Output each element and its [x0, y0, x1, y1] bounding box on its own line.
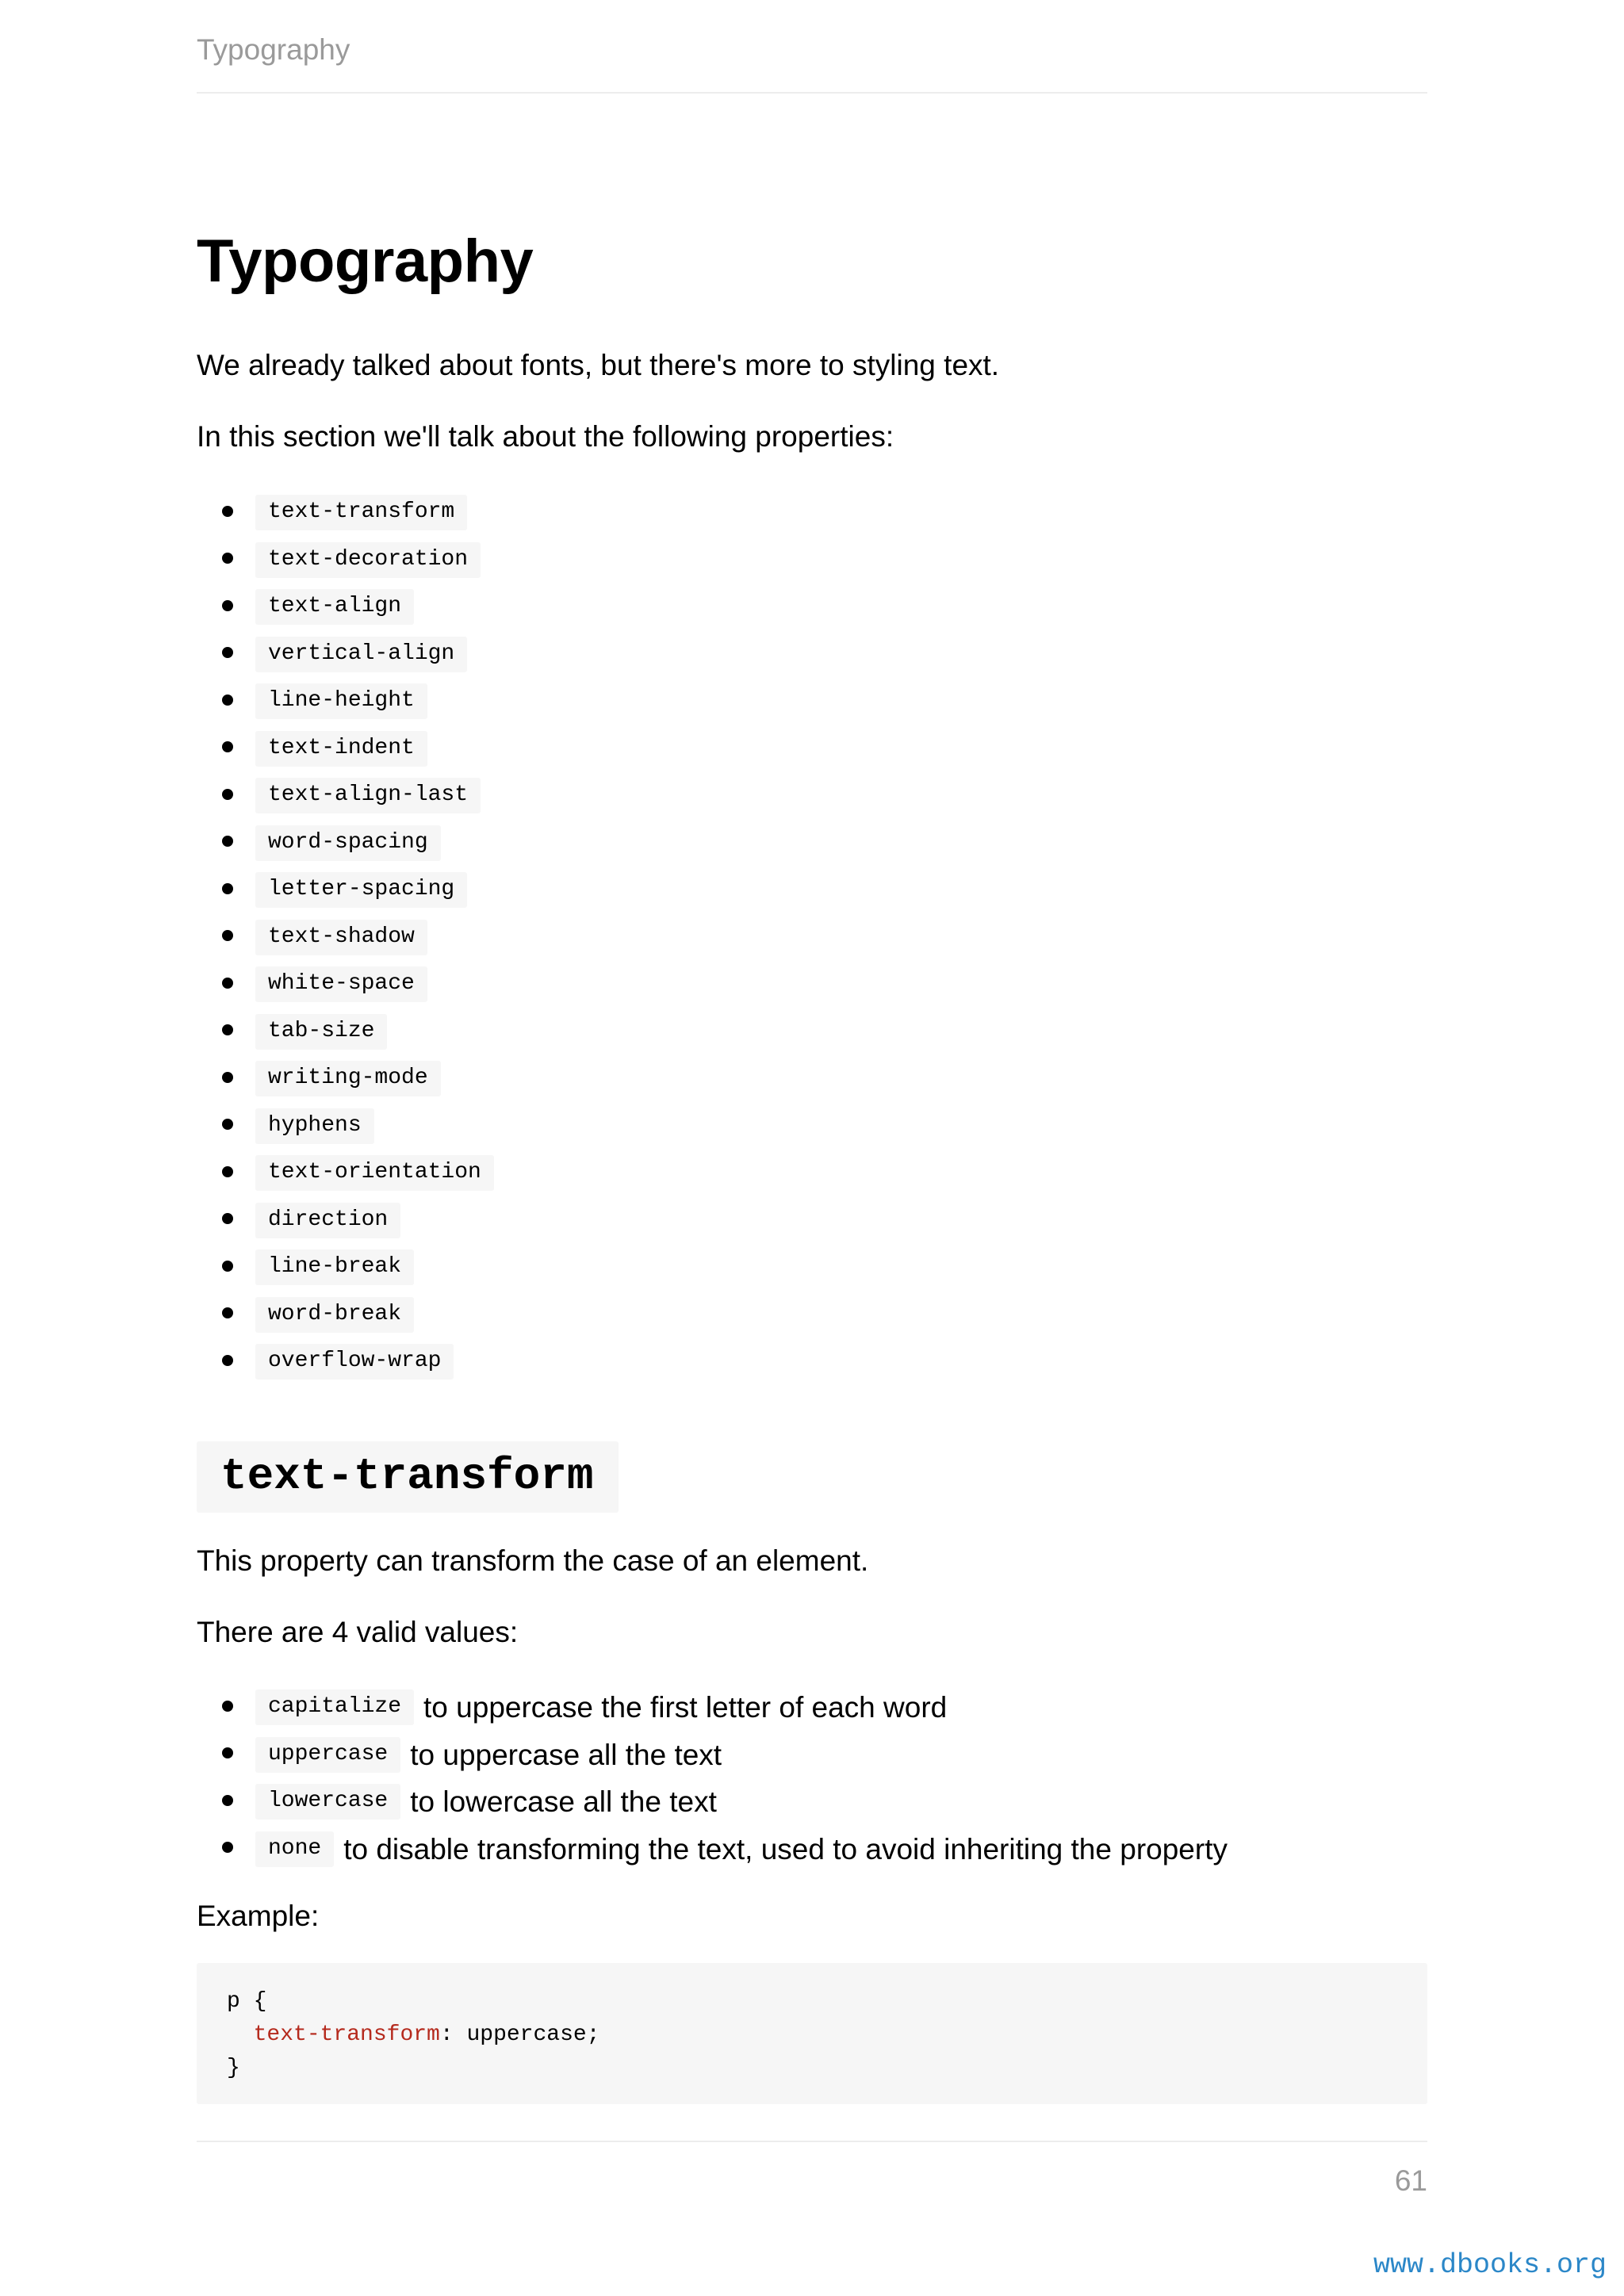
list-item — [197, 1244, 494, 1292]
code-value: : uppercase; — [439, 2022, 600, 2047]
bullet-icon — [222, 1795, 233, 1806]
list-item — [197, 820, 494, 867]
property-code: vertical-align — [255, 637, 467, 672]
bullet-icon — [222, 695, 233, 706]
list-item — [197, 489, 494, 537]
property-code: text-transform — [255, 495, 467, 530]
list-item — [197, 914, 494, 962]
bullet-icon — [222, 1842, 233, 1853]
values-intro: There are 4 valid values: — [197, 1616, 519, 1648]
property-code: overflow-wrap — [255, 1344, 454, 1380]
property-code: hyphens — [255, 1108, 374, 1144]
bullet-icon — [222, 1072, 233, 1083]
code-line-3: } — [227, 2056, 240, 2080]
list-item — [197, 961, 494, 1008]
bullet-icon — [222, 741, 233, 752]
properties-intro-paragraph: In this section we'll talk about the following properties: — [197, 420, 894, 453]
bullet-icon — [222, 1166, 233, 1177]
value-description: to lowercase all the text — [410, 1785, 717, 1819]
value-description: to uppercase the first letter of each word — [423, 1691, 948, 1724]
property-code: word-break — [255, 1297, 414, 1333]
code-line-2 — [227, 2019, 1397, 2052]
bullet-icon — [222, 883, 233, 894]
property-code: text-shadow — [255, 920, 427, 955]
value-description: to uppercase all the text — [410, 1738, 722, 1771]
bullet-icon — [222, 553, 233, 564]
bullet-icon — [222, 647, 233, 658]
list-item — [197, 1197, 494, 1245]
properties-list — [197, 489, 494, 1386]
property-code: word-spacing — [255, 825, 441, 861]
value-code: none — [255, 1831, 334, 1867]
bullet-icon — [222, 1261, 233, 1272]
watermark-link[interactable]: www.dbooks.org — [1373, 2249, 1607, 2281]
section-description: This property can transform the case of an element. — [197, 1544, 869, 1577]
values-list — [197, 1684, 1228, 1873]
property-code: text-align — [255, 589, 414, 625]
code-property: text-transform — [253, 2022, 440, 2047]
list-item — [197, 1150, 494, 1197]
bullet-icon — [222, 600, 233, 611]
list-item — [197, 867, 494, 914]
property-code: line-height — [255, 683, 427, 719]
code-line-1: p { — [227, 1989, 267, 2014]
property-code: text-indent — [255, 731, 427, 767]
property-code: text-decoration — [255, 542, 481, 578]
list-item — [197, 1008, 494, 1056]
example-label: Example: — [197, 1900, 320, 1932]
property-code: letter-spacing — [255, 872, 467, 908]
list-item — [197, 678, 494, 725]
bullet-icon — [222, 930, 233, 941]
bullet-icon — [222, 506, 233, 517]
bullet-icon — [222, 789, 233, 800]
code-block — [197, 1963, 1427, 2104]
value-code: uppercase — [255, 1737, 400, 1773]
property-code: direction — [255, 1203, 400, 1238]
list-item — [197, 725, 494, 773]
list-item — [197, 1778, 1228, 1826]
bullet-icon — [222, 1119, 233, 1130]
list-item — [197, 1338, 494, 1386]
bullet-icon — [222, 1701, 233, 1712]
property-code: tab-size — [255, 1014, 387, 1050]
list-item — [197, 1684, 1228, 1732]
bullet-icon — [222, 1307, 233, 1318]
bullet-icon — [222, 1355, 233, 1366]
list-item — [197, 1103, 494, 1150]
list-item — [197, 1732, 1228, 1779]
running-header-title: Typography — [197, 33, 350, 66]
footer-divider — [197, 2141, 1427, 2142]
bullet-icon — [222, 978, 233, 989]
property-code: text-align-last — [255, 778, 481, 813]
property-code: text-orientation — [255, 1155, 494, 1191]
property-code: white-space — [255, 966, 427, 1002]
intro-paragraph: We already talked about fonts, but there's more to styling text. — [197, 349, 1000, 381]
property-code: writing-mode — [255, 1061, 441, 1096]
bullet-icon — [222, 1024, 233, 1035]
bullet-icon — [222, 1747, 233, 1758]
value-code: lowercase — [255, 1784, 400, 1820]
list-item — [197, 631, 494, 679]
list-item — [197, 584, 494, 631]
list-item — [197, 1826, 1228, 1873]
value-code: capitalize — [255, 1689, 414, 1725]
value-description: to disable transforming the text, used to avoid inheriting the property — [343, 1832, 1228, 1866]
section-heading: text-transform — [197, 1441, 619, 1513]
header-divider — [197, 92, 1427, 94]
code-indent — [227, 2022, 254, 2047]
list-item — [197, 772, 494, 820]
bullet-icon — [222, 1213, 233, 1224]
list-item — [197, 537, 494, 584]
list-item — [197, 1055, 494, 1103]
list-item — [197, 1292, 494, 1339]
bullet-icon — [222, 836, 233, 847]
property-code: line-break — [255, 1249, 414, 1285]
page-number: 61 — [1394, 2164, 1427, 2197]
page-title: Typography — [197, 228, 534, 295]
